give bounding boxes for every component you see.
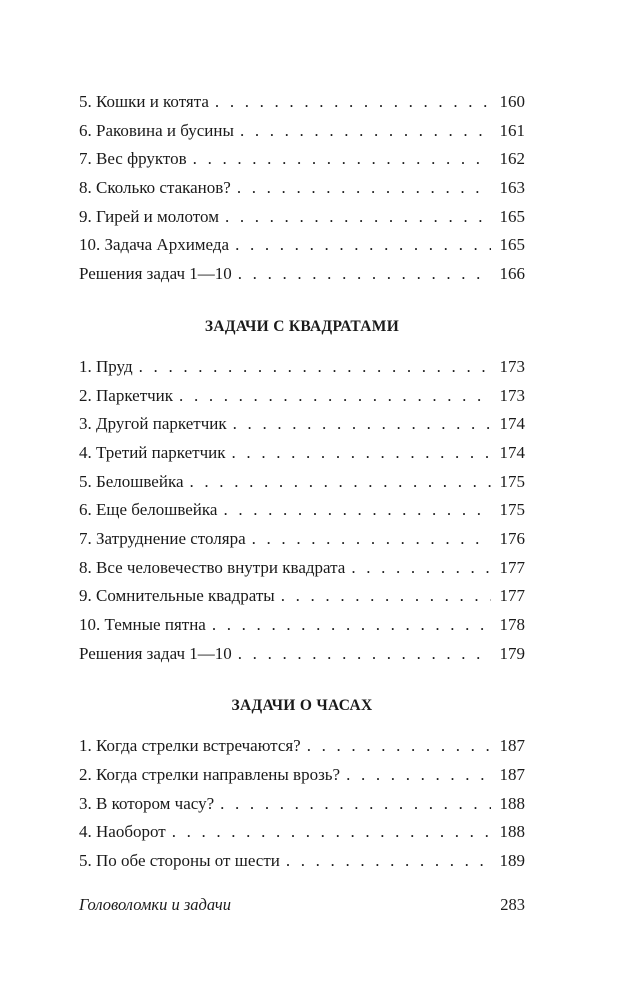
toc-leader-dots	[225, 203, 491, 232]
toc-entry[interactable]	[79, 439, 525, 468]
toc-entry-page: 173	[499, 385, 525, 405]
toc-entry-page: 161	[499, 120, 525, 140]
page-number: 283	[500, 895, 525, 914]
toc-entry-page: 165	[499, 206, 525, 226]
toc-leader-dots	[220, 790, 491, 819]
toc-entry-title: Решения задач 1—10	[79, 264, 232, 284]
toc-entry-title: 10. Темные пятна	[79, 615, 206, 634]
running-footer-title: Головоломки и задачи	[79, 895, 232, 914]
toc-entry[interactable]	[79, 203, 525, 232]
toc-section-continued	[79, 88, 525, 289]
toc-entry[interactable]	[79, 410, 525, 439]
toc-entry-page: 163	[499, 178, 525, 198]
toc-entry[interactable]	[79, 554, 525, 583]
toc-entry[interactable]	[79, 818, 525, 847]
toc-entry-title: 10. Задача Архимеда	[79, 235, 230, 255]
toc-entry-page: 187	[499, 736, 525, 756]
toc-leader-dots	[193, 145, 491, 174]
toc-entry[interactable]	[79, 117, 525, 146]
toc-entry[interactable]	[79, 732, 525, 761]
toc-leader-dots	[252, 525, 491, 554]
toc-entry-page: 175	[499, 471, 525, 491]
toc-entry-page: 178	[499, 615, 525, 634]
toc-entry[interactable]	[79, 231, 525, 260]
spacer	[79, 337, 525, 353]
toc-entry[interactable]	[79, 353, 525, 382]
toc-entry-title: 8. Все человечество внутри квадрата	[79, 557, 346, 577]
toc-entry-page: 187	[499, 765, 525, 785]
toc-entry-page: 160	[499, 92, 525, 111]
toc-leader-dots	[286, 847, 491, 876]
toc-leader-dots	[212, 611, 491, 640]
toc-entry-title: 4. Наоборот	[79, 822, 166, 842]
toc-leader-dots	[281, 582, 491, 611]
toc-entry-title: 9. Сомнительные квадраты	[79, 586, 275, 606]
toc-entry[interactable]	[79, 790, 525, 819]
toc-entry-title: 1. Пруд	[79, 356, 133, 376]
toc-entry[interactable]	[79, 174, 525, 203]
toc-entry[interactable]	[79, 761, 525, 790]
toc-entry[interactable]	[79, 260, 525, 289]
toc-leader-dots	[351, 554, 491, 583]
toc-entry-page: 177	[499, 586, 525, 606]
toc-entry-page: 176	[499, 528, 525, 548]
toc-leader-dots	[179, 382, 491, 411]
toc-entry-page: 175	[499, 500, 525, 520]
toc-entry[interactable]	[79, 88, 525, 117]
toc-entry-title: 9. Гирей и молотом	[79, 206, 219, 226]
spacer	[79, 716, 525, 732]
toc-entry[interactable]	[79, 145, 525, 174]
toc-leader-dots	[139, 353, 491, 382]
toc-entry-title: 7. Вес фруктов	[79, 149, 187, 169]
toc-section-squares	[79, 317, 525, 669]
toc-entry-title: 5. Белошвейка	[79, 471, 184, 491]
toc-entry-title: 3. Другой паркетчик	[79, 414, 227, 434]
toc-entry-page: 188	[499, 793, 525, 813]
toc-leader-dots	[240, 117, 491, 146]
toc-entry-page: 162	[499, 149, 525, 169]
toc-entry-title: 6. Раковина и бусины	[79, 120, 234, 140]
table-of-contents	[79, 88, 525, 876]
toc-leader-dots	[233, 410, 491, 439]
toc-entry-title: 7. Затруднение столяра	[79, 528, 246, 548]
toc-entry-title: 4. Третий паркетчик	[79, 442, 226, 462]
section-heading: ЗАДАЧИ О ЧАСАХ	[231, 697, 373, 715]
toc-entry-title: 5. Кошки и котята	[79, 92, 209, 111]
toc-section-clocks	[79, 696, 525, 875]
page-footer	[79, 894, 525, 916]
toc-entry-page: 179	[499, 643, 525, 663]
toc-entry[interactable]	[79, 525, 525, 554]
toc-entry[interactable]	[79, 496, 525, 525]
toc-entry[interactable]	[79, 582, 525, 611]
toc-entry-title: 8. Сколько стаканов?	[79, 178, 231, 198]
toc-entry-page: 166	[499, 264, 525, 284]
toc-entry-title: Решения задач 1—10	[79, 643, 232, 663]
toc-entry-page: 174	[499, 414, 525, 434]
toc-entry-title: 3. В котором часу?	[79, 793, 215, 813]
toc-leader-dots	[237, 174, 491, 203]
toc-entry-title: 6. Еще белошвейка	[79, 500, 218, 520]
section-heading: ЗАДАЧИ С КВАДРАТАМИ	[204, 317, 400, 335]
toc-leader-dots	[235, 231, 491, 260]
toc-entry-title: 2. Паркетчик	[79, 385, 174, 405]
toc-entry-title: 2. Когда стрелки направлены врозь?	[79, 765, 341, 785]
toc-entry-title: 5. По обе стороны от шести	[79, 851, 280, 871]
spacer	[79, 289, 525, 317]
toc-leader-dots	[223, 496, 491, 525]
toc-leader-dots	[190, 468, 492, 497]
toc-leader-dots	[215, 88, 491, 117]
toc-entry-page: 165	[499, 235, 525, 255]
toc-entry[interactable]	[79, 468, 525, 497]
toc-leader-dots	[238, 260, 491, 289]
toc-entry[interactable]	[79, 611, 525, 640]
toc-leader-dots	[232, 439, 491, 468]
toc-leader-dots	[346, 761, 491, 790]
spacer	[79, 668, 525, 696]
toc-entry-page: 177	[499, 557, 525, 577]
toc-entry[interactable]	[79, 847, 525, 876]
toc-leader-dots	[238, 640, 491, 669]
toc-entry-page: 174	[499, 442, 525, 462]
toc-entry-title: 1. Когда стрелки встречаются?	[79, 736, 301, 756]
toc-entry-page: 188	[499, 822, 525, 842]
toc-leader-dots	[307, 732, 491, 761]
toc-entry[interactable]	[79, 382, 525, 411]
toc-leader-dots	[172, 818, 491, 847]
toc-entry-page: 189	[499, 851, 525, 871]
toc-entry-page: 173	[499, 356, 525, 376]
toc-entry[interactable]	[79, 640, 525, 669]
